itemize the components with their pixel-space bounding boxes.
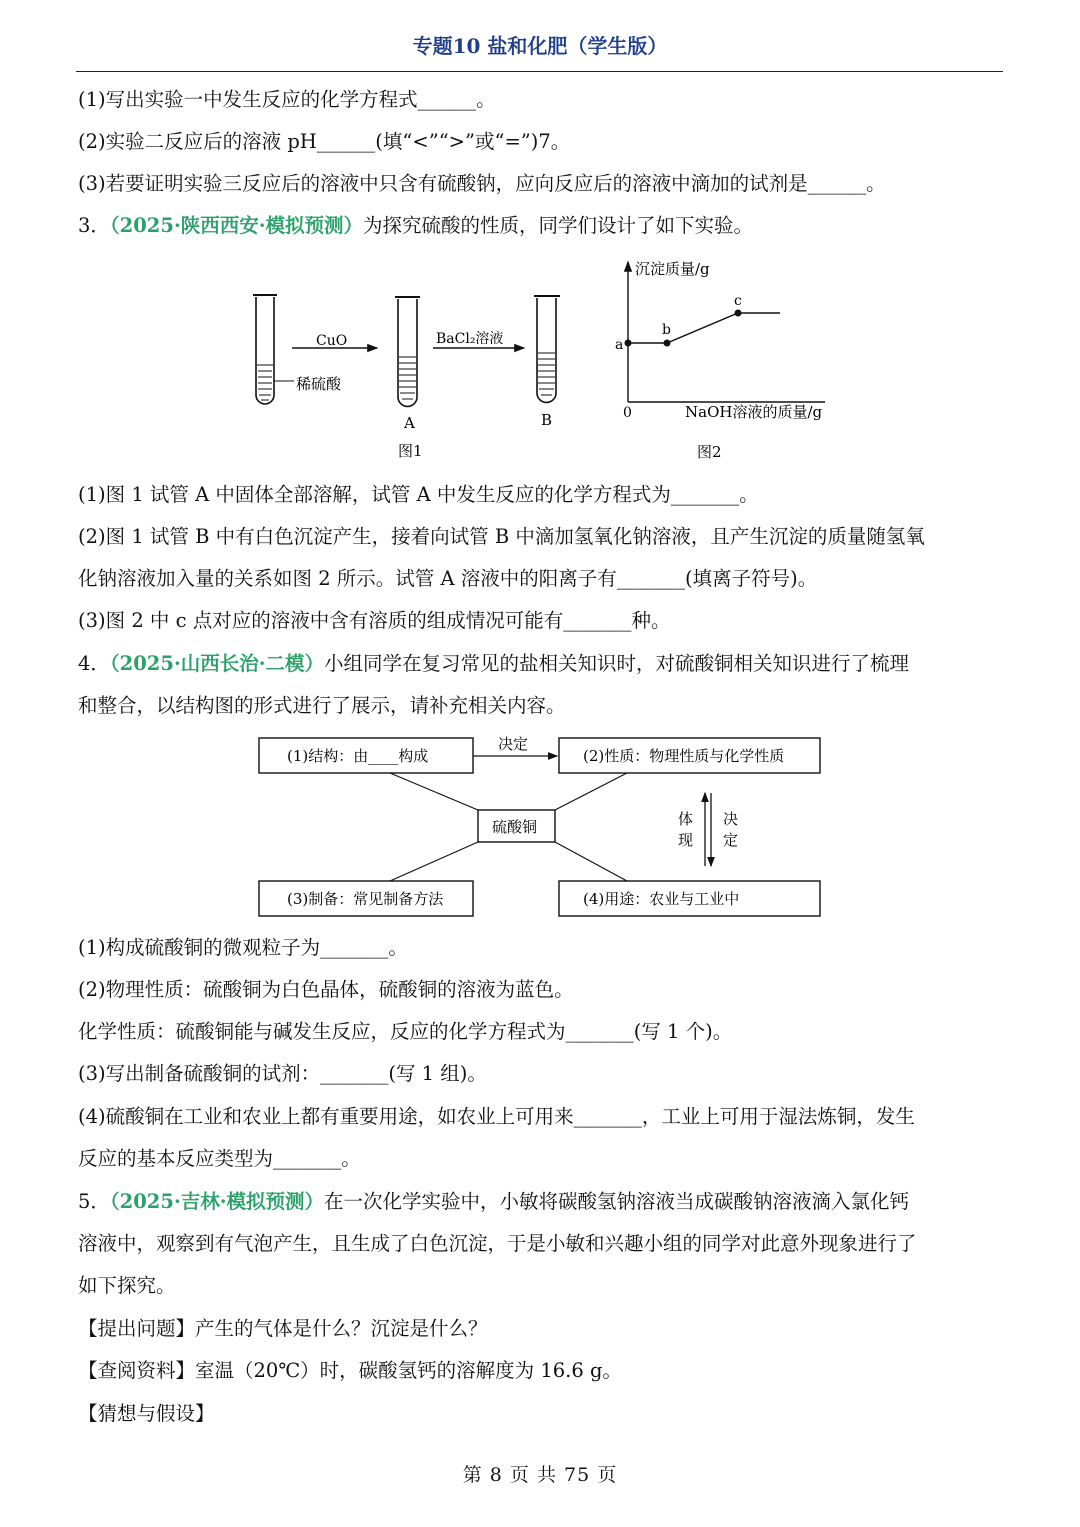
- test-tube-b: [534, 296, 560, 402]
- q4-sub1: (1)构成硫酸铜的微观粒子为_______。: [78, 936, 408, 959]
- tube-a-label: A: [404, 414, 415, 432]
- reagent-bacl2: BaCl₂溶液: [436, 331, 504, 347]
- q2-sub2: (2)实验二反应后的溶液 pH______(填“<”“>”或“=”)7。: [78, 130, 571, 153]
- point-c: [735, 310, 742, 317]
- q3-sub2-line1: (2)图 1 试管 B 中有白色沉淀产生，接着向试管 B 中滴加氢氧化钠溶液，且产生沉淀的质量随氢氧: [78, 525, 925, 548]
- q3-sub2-line2: 化钠溶液加入量的关系如图 2 所示。试管 A 溶液中的阳离子有_______(填离子符号)。: [78, 567, 818, 590]
- q3-sub3: (3)图 2 中 c 点对应的溶液中含有溶质的组成情况可能有_______种。: [78, 609, 671, 632]
- q5-info-section: 【查阅资料】室温（20℃）时，碳酸氢钙的溶解度为 16.6 g。: [78, 1359, 622, 1382]
- q5-stem-line3: 如下探究。: [78, 1274, 176, 1297]
- q5-source: （2025·吉林·模拟预测）: [109, 1190, 325, 1213]
- y-axis-label: 沉淀质量/g: [635, 260, 710, 278]
- precipitate-line: [628, 313, 780, 343]
- q4-number: 4．: [78, 652, 110, 675]
- embody-char-1: 体: [678, 810, 694, 828]
- reagent-cuo: CuO: [316, 333, 348, 349]
- box-property-text: (2)性质：物理性质与化学性质: [583, 747, 785, 765]
- point-b-label: b: [662, 322, 671, 338]
- point-a-label: a: [615, 337, 624, 353]
- q4-source: （2025·山西长治·二模）: [109, 652, 325, 675]
- box-structure-text: (1)结构：由____构成: [287, 747, 429, 765]
- figure-1-caption: 图1: [398, 442, 423, 460]
- tube-b-label: B: [541, 411, 553, 429]
- q5-stem-line2: 溶液中，观察到有气泡产生，且生成了白色沉淀，于是小敏和兴趣小组的同学对此意外现象进行了: [78, 1232, 917, 1255]
- q3-text: 为探究硫酸的性质，同学们设计了如下实验。: [363, 214, 754, 237]
- origin-label: 0: [623, 405, 632, 421]
- q5-stem-line1: [78, 1188, 1004, 1216]
- q5-hypothesis-section: 【猜想与假设】: [78, 1402, 215, 1425]
- q3-number: 3．: [78, 214, 110, 237]
- page-footer: 第 8 页 共 75 页: [462, 1464, 618, 1486]
- q5-question-section: 【提出问题】产生的气体是什么？沉淀是什么？: [78, 1317, 488, 1340]
- point-b: [664, 340, 671, 347]
- q4-stem-line2: 和整合，以结构图的形式进行了展示，请补充相关内容。: [78, 694, 566, 717]
- center-text: 硫酸铜: [492, 818, 538, 836]
- q5-text: 在一次化学实验中，小敏将碳酸氢钠溶液当成碳酸钠溶液滴入氯化钙: [324, 1190, 910, 1213]
- q2-sub3: (3)若要证明实验三反应后的溶液中只含有硫酸钠，应向反应后的溶液中滴加的试剂是______。: [78, 172, 886, 195]
- test-tube-a: [395, 297, 420, 407]
- q3-source: （2025·陕西西安·模拟预测）: [109, 214, 364, 237]
- q5-number: 5．: [78, 1190, 110, 1213]
- test-tube-1: [253, 295, 277, 404]
- q3-sub1: (1)图 1 试管 A 中固体全部溶解，试管 A 中发生反应的化学方程式为_______。: [78, 483, 759, 506]
- q2-sub1: (1)写出实验一中发生反应的化学方程式______。: [78, 88, 496, 111]
- decide-char-2: 定: [723, 831, 739, 849]
- box-usage-text: (4)用途：农业与工业中: [583, 890, 740, 908]
- acid-label: 稀硫酸: [296, 375, 342, 393]
- decide-top-label: 决定: [498, 735, 529, 753]
- q4-sub2-line1: (2)物理性质：硫酸铜为白色晶体，硫酸铜的溶液为蓝色。: [78, 978, 574, 1001]
- decide-char-1: 决: [723, 810, 739, 828]
- embody-char-2: 现: [678, 831, 694, 849]
- q4-sub4-line2: 反应的基本反应类型为_______。: [78, 1147, 361, 1170]
- figure-2-caption: 图2: [697, 443, 722, 461]
- box-preparation-text: (3)制备：常见制备方法: [287, 890, 444, 908]
- q3-stem: [78, 212, 1004, 240]
- q4-sub2-line2: 化学性质：硫酸铜能与碱发生反应，反应的化学方程式为_______(写 1 个)。: [78, 1020, 733, 1043]
- point-a: [625, 340, 632, 347]
- q4-sub4-line1: (4)硫酸铜在工业和农业上都有重要用途，如农业上可用来_______，工业上可用于湿法炼铜，发生: [78, 1105, 915, 1128]
- point-c-label: c: [734, 293, 742, 309]
- page-header-title: 专题10 盐和化肥（学生版）: [412, 34, 668, 58]
- q4-stem-line1: [78, 650, 1004, 678]
- figure-1: [240, 285, 580, 465]
- q4-sub3: (3)写出制备硫酸铜的试剂：_______(写 1 组)。: [78, 1062, 487, 1085]
- q4-text: 小组同学在复习常见的盐相关知识时，对硫酸铜相关知识进行了梳理: [324, 652, 910, 675]
- copper-sulfate-diagram: [255, 730, 825, 922]
- header-rule: [76, 71, 1003, 72]
- x-axis-label: NaOH溶液的质量/g: [685, 403, 823, 421]
- figure-2-chart: [605, 252, 845, 467]
